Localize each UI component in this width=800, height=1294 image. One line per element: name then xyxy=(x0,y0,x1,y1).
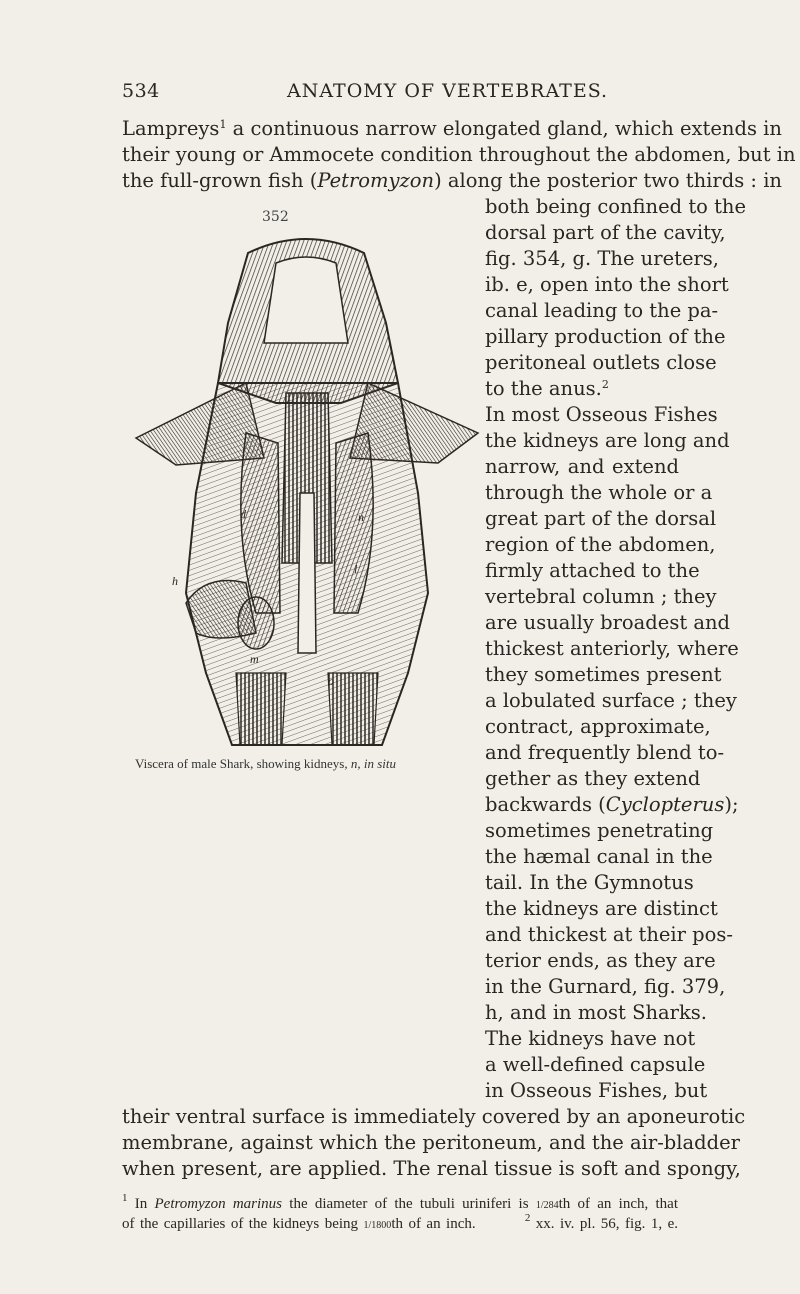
footnote-1: $^1$ In Petromyzon marinus the diameter of the tubuli uriniferi is 1/284th of an inch, that xyxy=(122,1192,678,1212)
body-line: pillary production of the xyxy=(485,325,726,348)
body-line: and frequently blend to- xyxy=(485,741,725,764)
body-line: region of the abdomen, xyxy=(485,533,716,556)
body-line: the kidneys are distinct xyxy=(485,897,718,920)
footnote-2: xx. iv. pl. 56, fig. 1, e. xyxy=(530,1216,679,1232)
label-l: l xyxy=(354,562,358,576)
body-line: in the Gurnard, fig. 379, xyxy=(485,975,726,998)
body-line: firmly attached to the xyxy=(485,559,700,582)
figure-caption: Viscera of male Shark, showing kidneys, n, in situ xyxy=(135,756,396,771)
body-line: when present, are applied. The renal tissue is soft and spongy, xyxy=(122,1157,741,1180)
body-line: ib. e, open into the short xyxy=(485,273,729,296)
body-line: they sometimes present xyxy=(485,663,722,686)
body-line: are usually broadest and xyxy=(485,611,731,634)
shark-viscera-engraving xyxy=(136,233,478,745)
running-title: ANATOMY OF VERTEBRATES. xyxy=(287,80,609,102)
body-line: a well-defined capsule xyxy=(485,1053,706,1076)
body-line: h, and in most Sharks. xyxy=(485,1001,707,1024)
body-line: in Osseous Fishes, but xyxy=(485,1079,708,1102)
page-number: 534 xyxy=(122,80,160,102)
body-line: canal leading to the pa- xyxy=(485,299,719,322)
body-line: the kidneys are long and xyxy=(485,429,730,452)
label-n: n xyxy=(358,510,364,524)
body-line: thickest anteriorly, where xyxy=(485,637,739,660)
body-line: dorsal part of the cavity, xyxy=(485,221,726,244)
body-line: peritoneal outlets close xyxy=(485,351,717,374)
body-line: to the anus.$^2$ xyxy=(485,377,609,400)
body-line: fig. 354, g. The ureters, xyxy=(485,247,720,270)
body-line-1: Lampreys$^1$ a continuous narrow elongated gland, which extends in xyxy=(122,117,782,140)
footnote-1-cont: of the capillaries of the kidneys being 1/1800th of an inch. $^2$ xx. iv. pl. 56, fig. 1, e. xyxy=(122,1212,679,1232)
body-line: their ventral surface is immediately covered by an aponeurotic xyxy=(122,1105,746,1128)
label-m: m xyxy=(250,652,259,666)
body-line: the hæmal canal in the xyxy=(485,845,713,868)
body-line: gether as they extend xyxy=(485,767,701,790)
footnote-2-marker: 2 xyxy=(524,1212,531,1224)
figure-number: 352 xyxy=(262,209,289,225)
body-line: backwards (Cyclopterus); xyxy=(485,793,739,816)
label-d: d xyxy=(240,507,246,521)
body-line: narrow, and extend xyxy=(485,455,679,478)
body-line-3: the full-grown fish (Petromyzon) along the posterior two thirds : in xyxy=(122,169,782,192)
body-line: a lobulated surface ; they xyxy=(485,689,737,712)
body-line: sometimes penetrating xyxy=(485,819,714,842)
label-h: h xyxy=(172,574,178,588)
body-line: vertebral column ; they xyxy=(485,585,717,608)
body-line: tail. In the Gymnotus xyxy=(485,871,694,894)
body-line: both being confined to the xyxy=(485,195,747,218)
body-line: The kidneys have not xyxy=(485,1027,696,1050)
body-line: contract, approximate, xyxy=(485,715,711,738)
body-line-2: their young or Ammocete condition throughout the abdomen, but in xyxy=(122,143,796,166)
body-line: and thickest at their pos- xyxy=(485,923,733,946)
body-line: great part of the dorsal xyxy=(485,507,717,530)
label-o: o xyxy=(328,674,334,688)
body-line: through the whole or a xyxy=(485,481,713,504)
body-line: terior ends, as they are xyxy=(485,949,716,972)
body-line: In most Osseous Fishes xyxy=(485,403,718,426)
body-line: membrane, against which the peritoneum, and the air-bladder xyxy=(122,1131,740,1154)
running-header xyxy=(122,80,682,106)
